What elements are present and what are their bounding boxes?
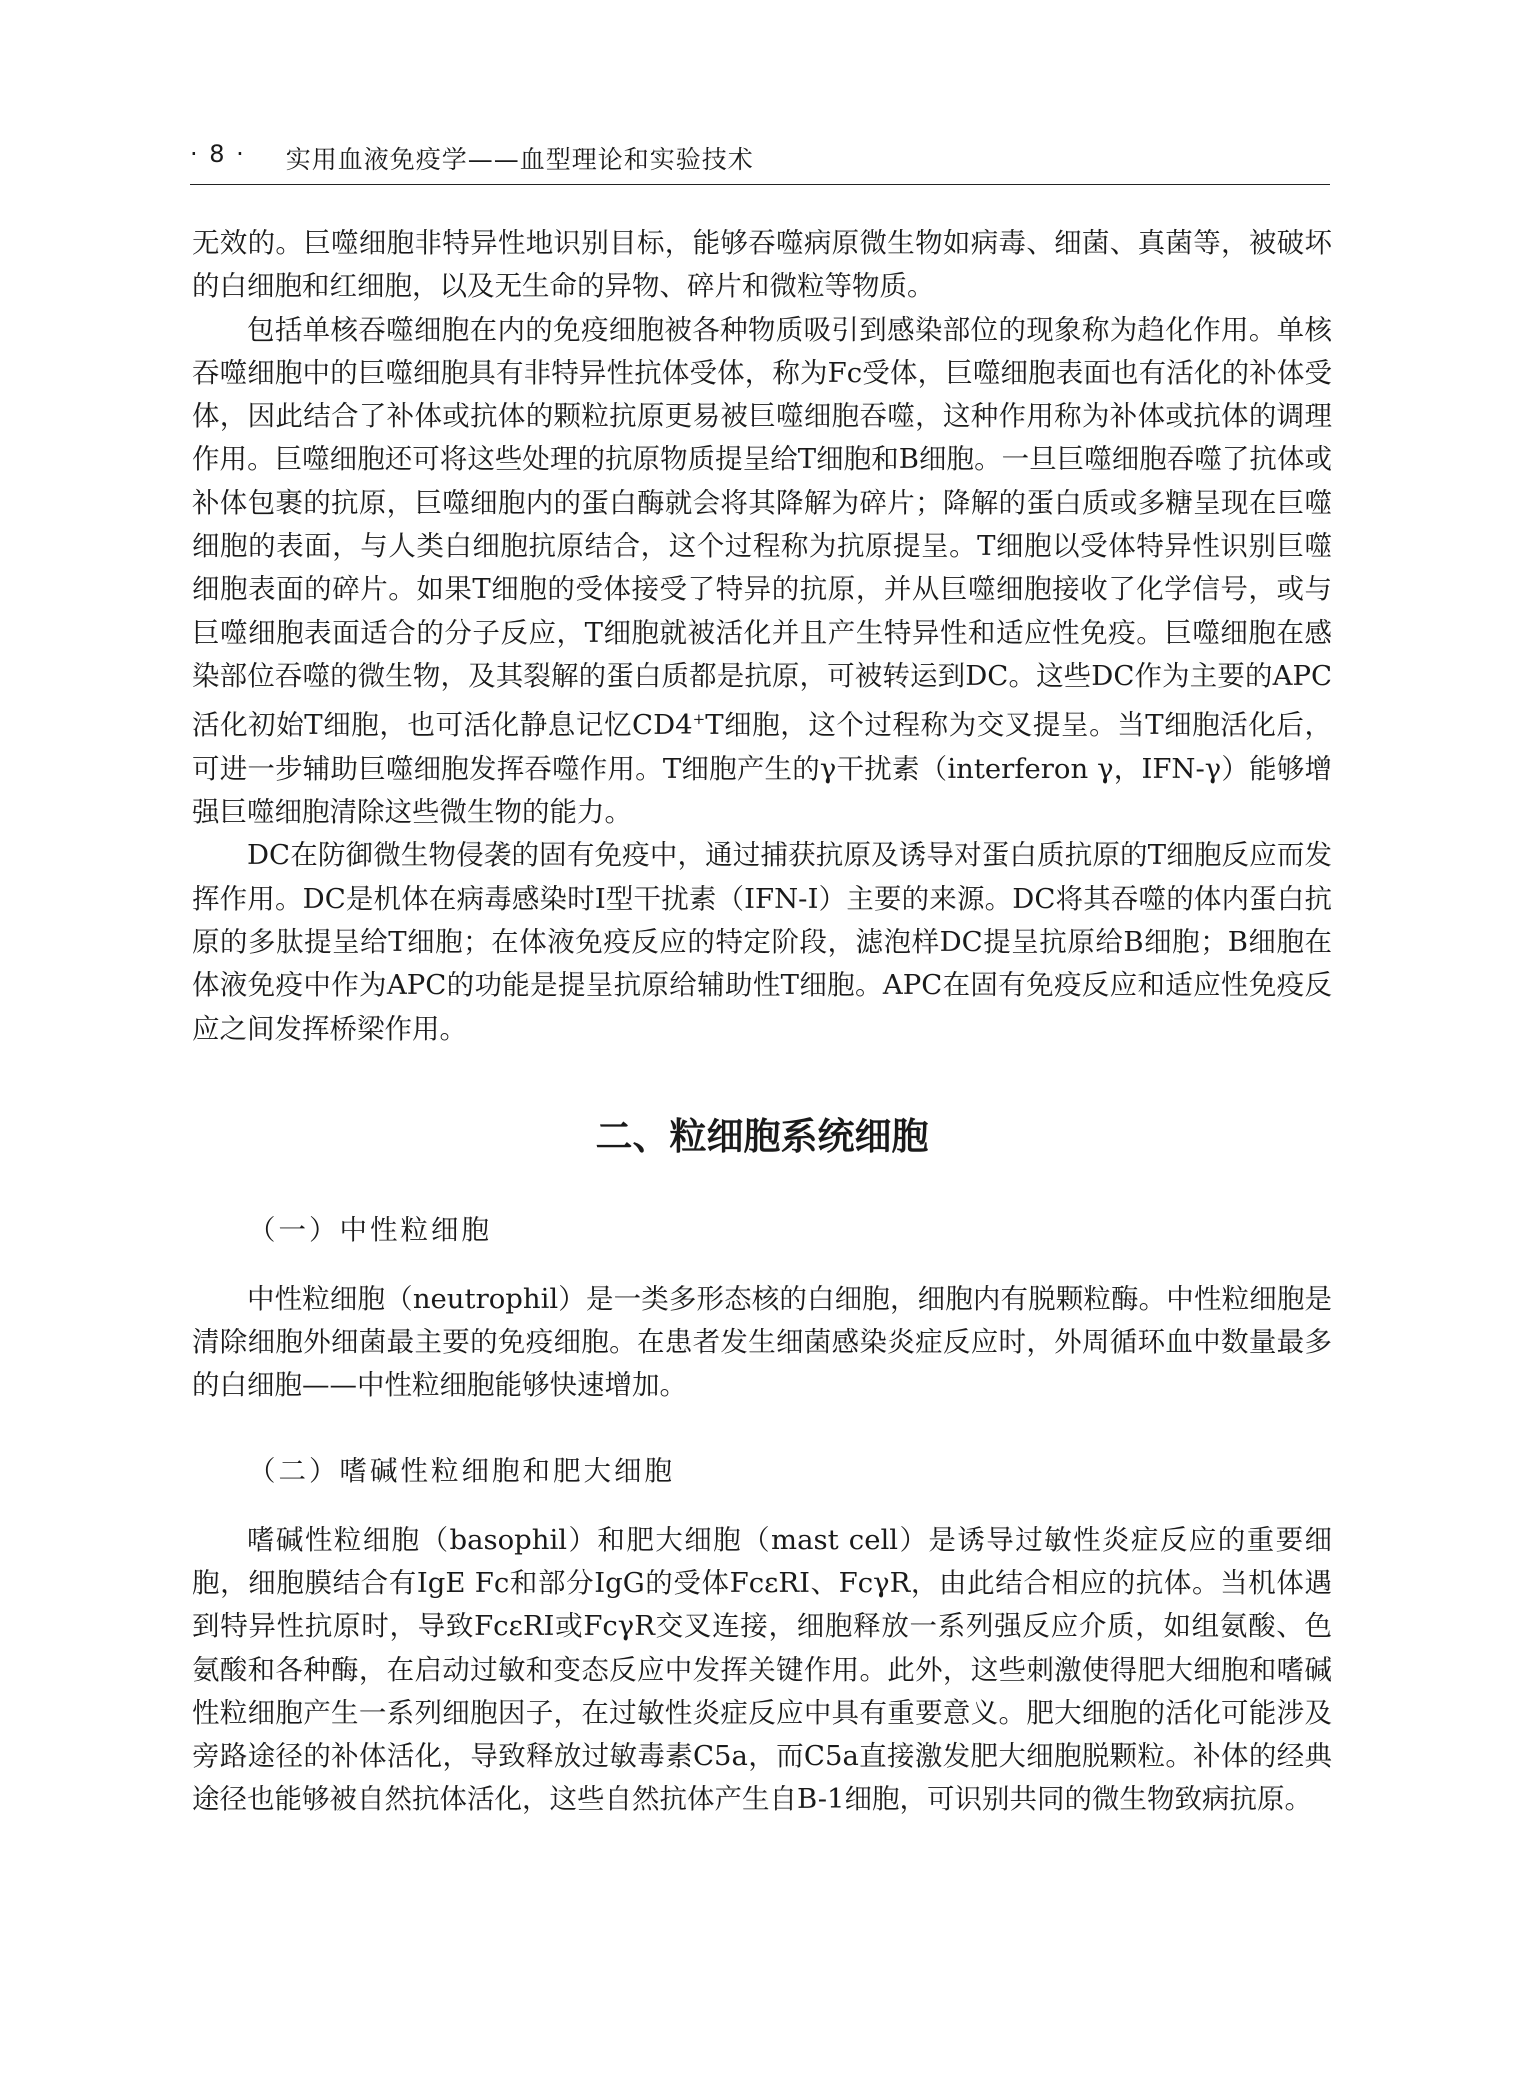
subsection-title-basophil: （二）嗜碱性粒细胞和肥大细胞 bbox=[248, 1454, 675, 1487]
section-title: 二、粒细胞系统细胞 bbox=[595, 1114, 929, 1158]
page-number: · 8 · bbox=[190, 140, 246, 168]
paragraph-chemotaxis-tail: T细胞，这个过程称为交叉提呈。当T细胞活化后，可进一步辅助巨噬细胞发挥吞噬作用。T细胞产生的γ干扰素（interferon γ，IFN-γ）能够增强巨噬细胞清除这些微生物的能力。 bbox=[192, 709, 1333, 829]
paragraph-dc: DC在防御微生物侵袭的固有免疫中，通过捕获抗原及诱导对蛋白质抗原的T细胞反应而发挥作用。DC是机体在病毒感染时Ⅰ型干扰素（IFN-Ⅰ）主要的来源。DC将其吞噬的体内蛋白抗原的多肽提呈给T细胞；在体液免疫反应的特定阶段，滤泡样DC提呈抗原给B细胞；B细胞在体液免疫中作为APC的功能是提呈抗原给辅助性T细胞。APC在固有免疫反应和适应性免疫反应之间发挥桥梁作用。 bbox=[192, 839, 1332, 1045]
page-body bbox=[192, 222, 1332, 1822]
paragraph-basophil: 嗜碱性粒细胞（basophil）和肥大细胞（mast cell）是诱导过敏性炎症反应的重要细胞，细胞膜结合有IgE Fc和部分IgG的受体FcεRI、FcγR，由此结合相应的抗体。当机体遇到特异性抗原时，导致FcεRI或FcγR交叉连接，细胞释放一系列强反应介质，如组氨酸、色氨酸和各种酶，在启动过敏和变态反应中发挥关键作用。此外，这些刺激使得肥大细胞和嗜碱性粒细胞产生一系列细胞因子，在过敏性炎症反应中具有重要意义。肥大细胞的活化可能涉及旁路途径的补体活化，导致释放过敏毒素C5a，而C5a直接激发肥大细胞脱颗粒。补体的经典途径也能够被自然抗体活化，这些自然抗体产生自B-1细胞，可识别共同的微生物致病抗原。 bbox=[192, 1523, 1332, 1816]
subsection-title-neutrophil: （一）中性粒细胞 bbox=[248, 1213, 492, 1246]
running-header bbox=[190, 140, 1330, 185]
paragraph-chemotaxis-text: 包括单核吞噬细胞在内的免疫细胞被各种物质吸引到感染部位的现象称为趋化作用。单核吞噬细胞中的巨噬细胞具有非特异性抗体受体，称为Fc受体，巨噬细胞表面也有活化的补体受体，因此结合了补体或抗体的颗粒抗原更易被巨噬细胞吞噬，这种作用称为补体或抗体的调理作用。巨噬细胞还可将这些处理的抗原物质提呈给T细胞和B细胞。一旦巨噬细胞吞噬了抗体或补体包裹的抗原，巨噬细胞内的蛋白酶就会将其降解为碎片；降解的蛋白质或多糖呈现在巨噬细胞的表面，与人类白细胞抗原结合，这个过程称为抗原提呈。T细胞以受体特异性识别巨噬细胞表面的碎片。如果T细胞的受体接受了特异的抗原，并从巨噬细胞接收了化学信号，或与巨噬细胞表面适合的分子反应，T细胞就被活化并且产生特异性和适应性免疫。巨噬细胞在感染部位吞噬的微生物，及其裂解的蛋白质都是抗原，可被转运到DC。这些DC作为主要的APC活化初始T细胞，也可活化静息记忆 bbox=[192, 313, 1332, 742]
book-title: 实用血液免疫学——血型理论和实验技术 bbox=[285, 145, 754, 174]
paragraph-macrophage-end: 无效的。巨噬细胞非特异性地识别目标，能够吞噬病原微生物如病毒、细菌、真菌等，被破坏的白细胞和红细胞，以及无生命的异物、碎片和微粒等物质。 bbox=[192, 227, 1332, 303]
cd4-label: CD4 bbox=[632, 709, 693, 742]
paragraph-chemotaxis bbox=[192, 309, 1332, 835]
paragraph-neutrophil: 中性粒细胞（neutrophil）是一类多形态核的白细胞，细胞内有脱颗粒酶。中性粒细胞是清除细胞外细菌最主要的免疫细胞。在患者发生细菌感染炎症反应时，外周循环血中数量最多的白细胞——中性粒细胞能够快速增加。 bbox=[192, 1282, 1332, 1402]
cd4-superscript: + bbox=[692, 710, 706, 729]
